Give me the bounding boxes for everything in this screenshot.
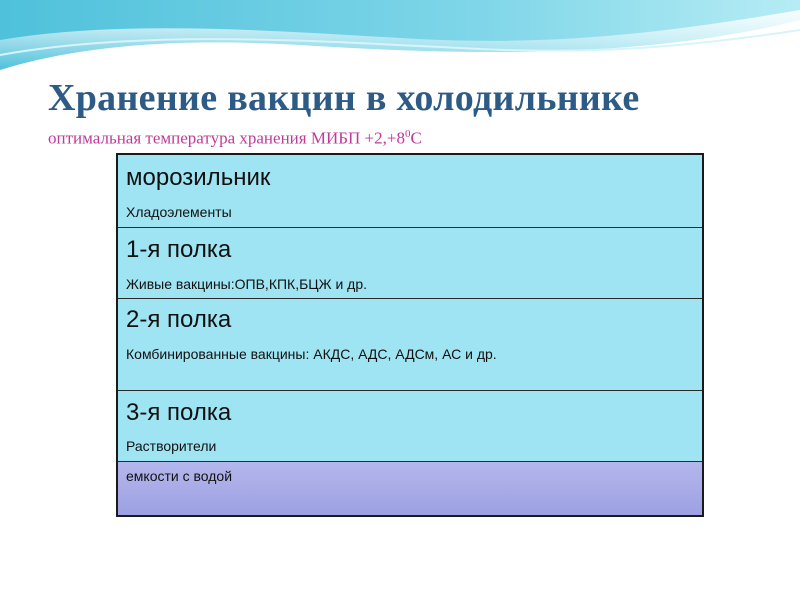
subtitle-unit: С bbox=[410, 128, 422, 148]
row-heading: морозильник bbox=[126, 164, 271, 191]
row-description: Комбинированные вакцины: АКДС, АДС, АДСм, АС и др. bbox=[126, 346, 497, 362]
row-description: Растворители bbox=[126, 438, 217, 454]
table-row-water-containers bbox=[118, 461, 702, 515]
row-description: Живые вакцины:ОПВ,КПК,БЦЖ и др. bbox=[126, 276, 367, 292]
table-row-shelf-3 bbox=[118, 390, 702, 461]
subtitle-text: оптимальная температура хранения МИБП +2,+8 bbox=[48, 128, 405, 148]
row-heading: 1-я полка bbox=[126, 236, 232, 263]
table-row-shelf-2 bbox=[118, 298, 702, 390]
subtitle-superscript: 0 bbox=[404, 128, 411, 140]
slide-subtitle bbox=[48, 128, 422, 149]
table-row-freezer bbox=[118, 155, 702, 227]
row-heading: 3-я полка bbox=[126, 399, 232, 426]
row-description: емкости с водой bbox=[126, 468, 233, 484]
slide-title: Хранение вакцин в холодильнике bbox=[48, 77, 640, 119]
row-heading: 2-я полка bbox=[126, 306, 232, 333]
fridge-shelves-table bbox=[116, 153, 704, 517]
table-row-shelf-1 bbox=[118, 227, 702, 298]
row-description: Хладоэлементы bbox=[126, 204, 232, 220]
